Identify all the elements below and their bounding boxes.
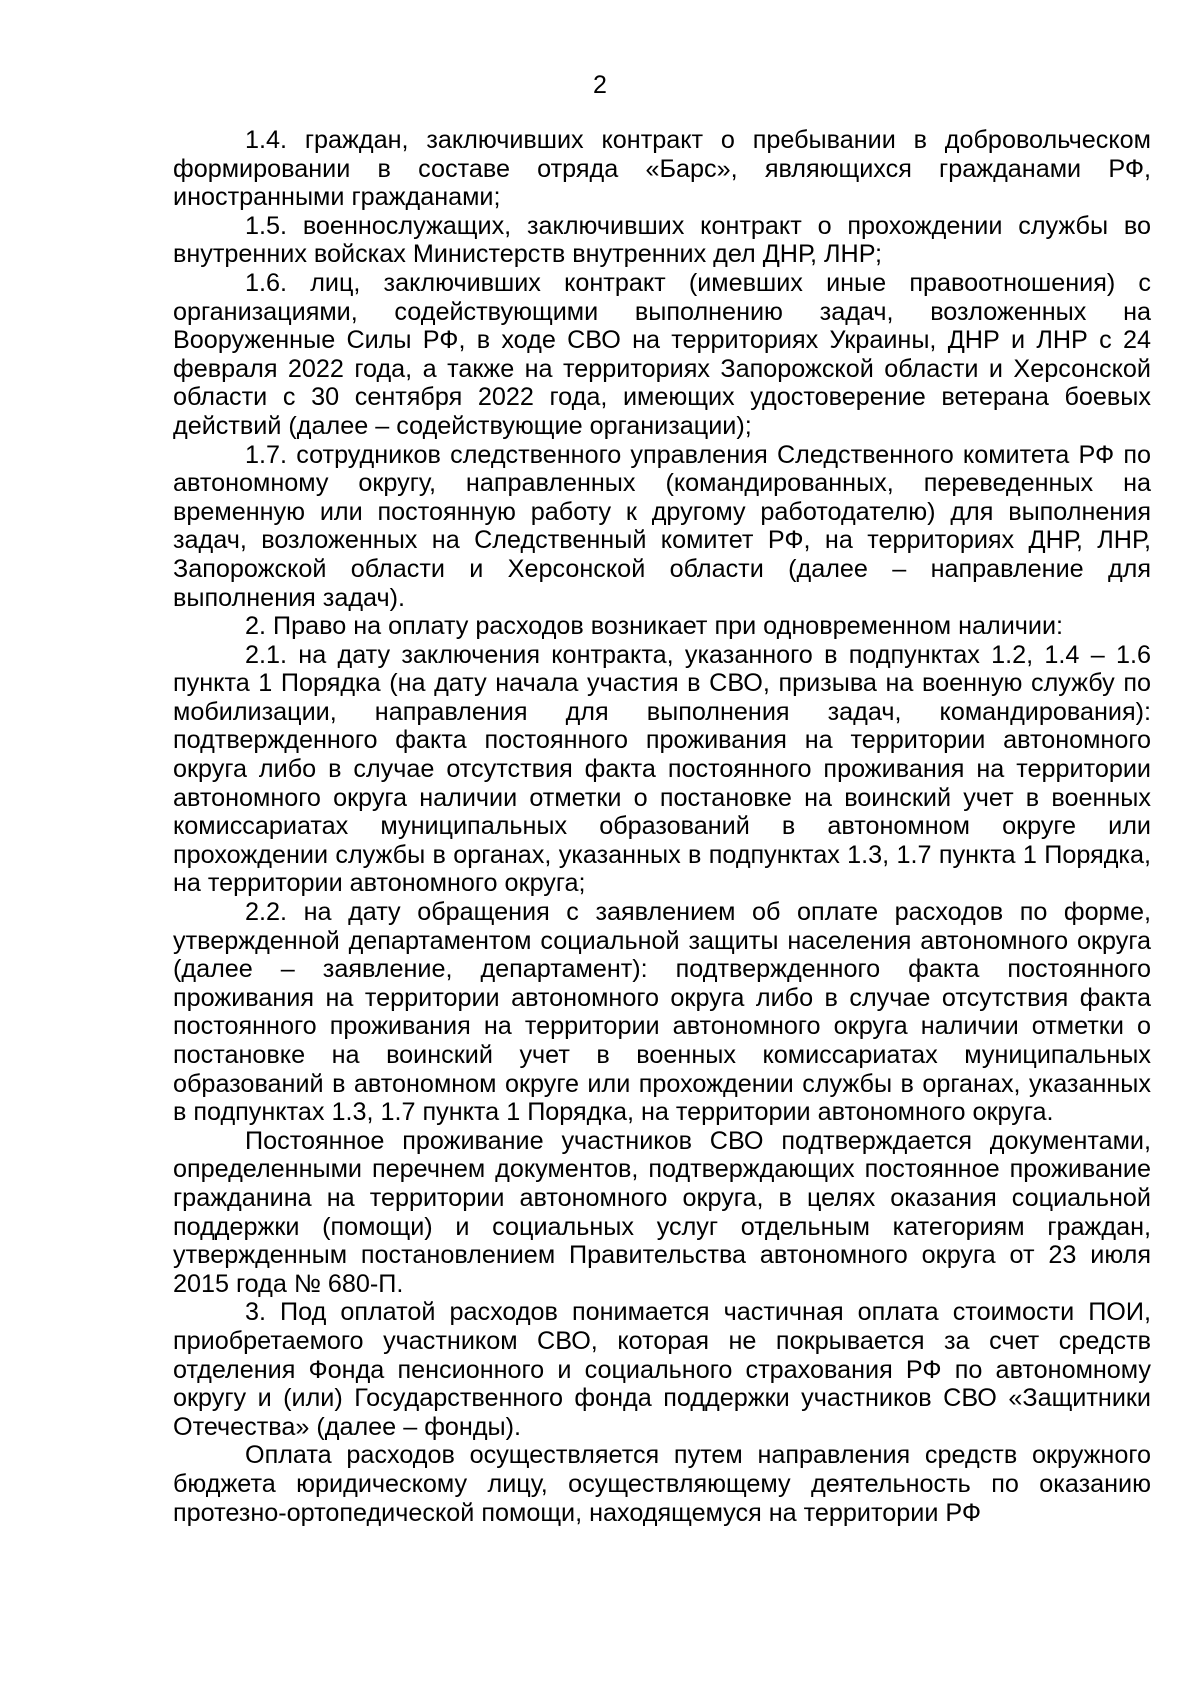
paragraph-residence-proof: Постоянное проживание участников СВО подтверждается документами, определенными перечнем документов, подтверждающих постоянное проживание гражданина на территории автономного округа, в целях оказания социальной поддержки (помощи) и социальных услуг отдельным категориям граждан, утвержденным постановлением Правительства автономного округа от 23 июля 2015 года № 680-П. <box>173 1126 1151 1298</box>
paragraph-2-2: 2.2. на дату обращения с заявлением об оплате расходов по форме, утвержденной департаментом социальной защиты населения автономного округа (далее – заявление, департамент): подтвержденного факта постоянного проживания на территории автономного округа либо в случае отсутствия факта постоянного проживания на территории автономного округа наличии отметки о постановке на воинский учет в военных комиссариатах муниципальных образований в автономном округе или прохождении службы в органах, указанных в подпунктах 1.3, 1.7 пункта 1 Порядка, на территории автономного округа. <box>173 898 1151 1127</box>
paragraph-payment-method: Оплата расходов осуществляется путем направления средств окружного бюджета юридическому лицу, осуществляющему деятельность по оказанию протезно-ортопедической помощи, находящемуся на территории РФ <box>173 1441 1151 1527</box>
paragraph-1-7: 1.7. сотрудников следственного управления Следственного комитета РФ по автономному округу, направленных (командированных, переведенных на временную или постоянную работу к другому работодателю) для выполнения задач, возложенных на Следственный комитет РФ, на территориях ДНР, ЛНР, Запорожской области и Херсонской области (далее – направление для выполнения задач). <box>173 440 1151 612</box>
paragraph-1-4: 1.4. граждан, заключивших контракт о пребывании в добровольческом формировании в составе отряда «Барс», являющихся гражданами РФ, иностранными гражданами; <box>173 126 1151 212</box>
paragraph-2: 2. Право на оплату расходов возникает при одновременном наличии: <box>245 612 1064 641</box>
paragraph-1-6: 1.6. лиц, заключивших контракт (имевших иные правоотношения) с организациями, содействующими выполнению задач, возложенных на Вооруженные Силы РФ, в ходе СВО на территориях Украины, ДНР и ЛНР с 24 февраля 2022 года, а также на территориях Запорожской области и Херсонской области с 30 сентября 2022 года, имеющих удостоверение ветерана боевых действий (далее – содействующие организации); <box>173 268 1151 440</box>
paragraph-3: 3. Под оплатой расходов понимается частичная оплата стоимости ПОИ, приобретаемого участником СВО, которая не покрывается за счет средств отделения Фонда пенсионного и социального страхования РФ по автономному округу и (или) Государственного фонда поддержки участников СВО «Защитники Отечества» (далее – фонды). <box>173 1298 1151 1441</box>
page-number: 2 <box>593 71 607 99</box>
paragraph-1-5: 1.5. военнослужащих, заключивших контракт о прохождении службы во внутренних войсках Министерств внутренних дел ДНР, ЛНР; <box>173 211 1151 269</box>
document-body <box>173 126 1151 1527</box>
paragraph-2-1: 2.1. на дату заключения контракта, указанного в подпунктах 1.2, 1.4 – 1.6 пункта 1 Порядка (на дату начала участия в СВО, призыва на военную службу по мобилизации, направления для выполнения задач, командирования): подтвержденного факта постоянного проживания на территории автономного округа либо в случае отсутствия факта постоянного проживания на территории автономного округа наличии отметки о постановке на воинский учет в военных комиссариатах муниципальных образований в автономном округе или прохождении службы в органах, указанных в подпунктах 1.3, 1.7 пункта 1 Порядка, на территории автономного округа; <box>173 640 1151 898</box>
